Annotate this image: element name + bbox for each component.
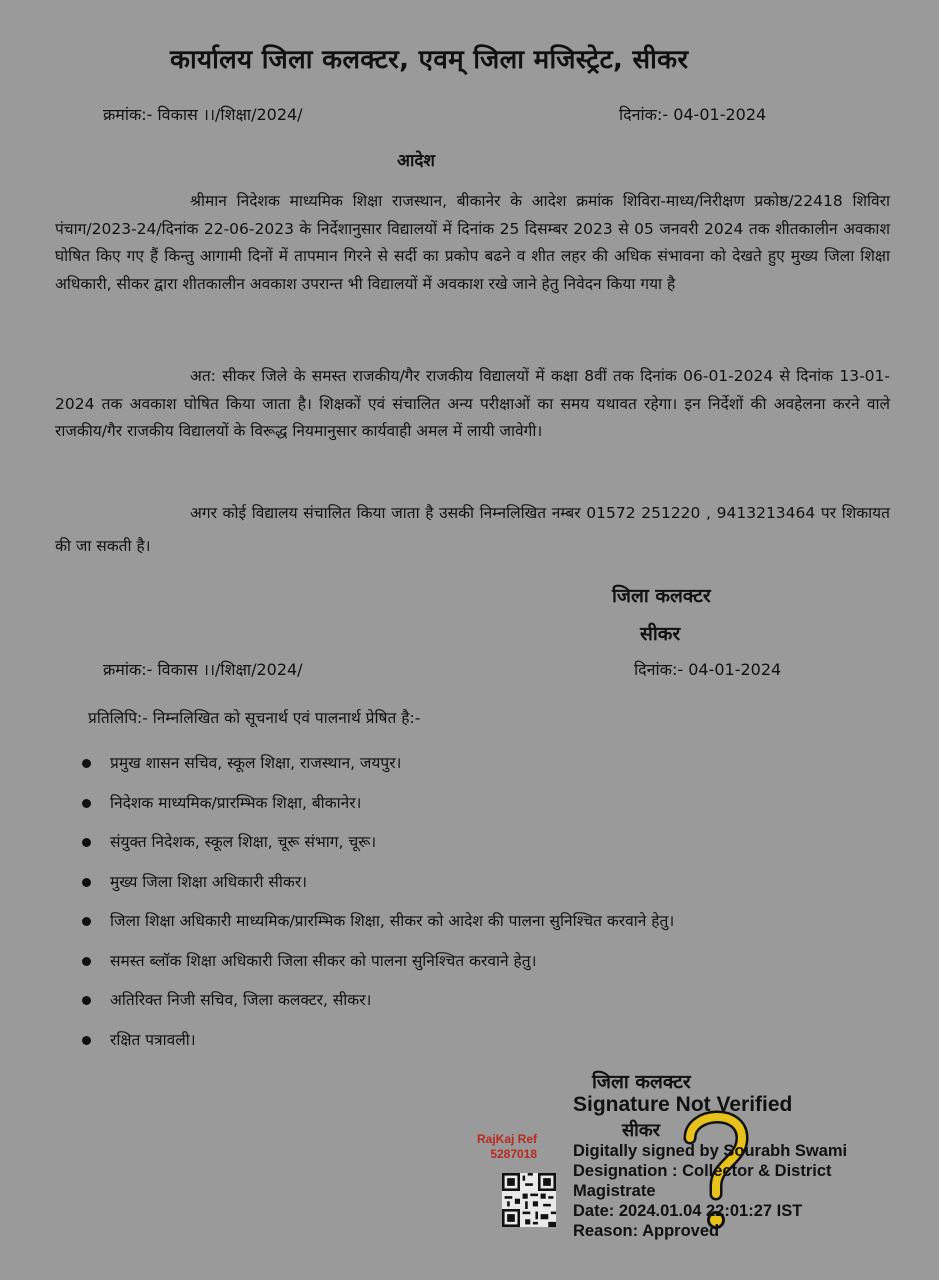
list-item: निदेशक माध्यमिक/प्रारम्भिक शिक्षा, बीकानेर।: [78, 792, 674, 832]
bullet-icon: [82, 1036, 91, 1045]
list-item: अतिरिक्त निजी सचिव, जिला कलक्टर, सीकर।: [78, 989, 674, 1029]
copy-reference-number: क्रमांक:- विकास ।।/शिक्षा/2024/: [103, 660, 303, 679]
designation-line-2: Magistrate: [573, 1182, 656, 1200]
rajkaj-label: RajKaj Ref: [477, 1132, 538, 1146]
order-heading: आदेश: [397, 151, 435, 171]
copy-date: दिनांक:- 04-01-2024: [634, 660, 782, 679]
digital-signature-place: सीकर: [622, 1120, 661, 1141]
order-paragraph-1: श्रीमान निदेशक माध्यमिक शिक्षा राजस्थान, बीकानेर के आदेश क्रमांक शिविरा-माध्य/निरीक्षण प्रकोष्ठ/22418 शिविरा पंचाग/2023-24/दिनांक 22-06-2023 के निर्देशानुसार विद्यालयों में दिनांक 25 दिसम्बर 2023 से 05 जनवरी 2024 तक शीतकालीन अवकाश घोषित किए गए हैं किन्तु आगामी दिनों में तापमान गिरने से सर्दी का प्रकोप बढने व शीत लहर की अधिक संभावना को देखते हुए मुख्य जिला शिक्षा अधिकारी, सीकर द्वारा शीतकालीन अवकाश उपरान्त भी विद्यालयों में अवकाश रखे जाने हेतु निवेदन किया गया है: [55, 192, 890, 293]
signatory-place: सीकर: [640, 623, 681, 645]
list-item: समस्त ब्लॉक शिक्षा अधिकारी जिला सीकर को पालना सुनिश्चित करवाने हेतु।: [78, 950, 674, 990]
digital-signature-details: [573, 1141, 847, 1241]
bullet-icon: [82, 878, 91, 887]
bullet-icon: [82, 917, 91, 926]
list-item: जिला शिक्षा अधिकारी माध्यमिक/प्रारम्भिक शिक्षा, सीकर को आदेश की पालना सुनिश्चित करवाने हेतु।: [78, 910, 674, 950]
signatory-designation: जिला कलक्टर: [612, 585, 711, 607]
recipient-list: [78, 752, 674, 1068]
order-paragraph-3: अगर कोई विद्यालय संचालित किया जाता है उसकी निम्नलिखित नम्बर 01572 251220 , 9413213464 पर शिकायत की जा सकती है।: [55, 504, 890, 555]
rajkaj-reference: [477, 1132, 537, 1162]
order-paragraph-2: अत: सीकर जिले के समस्त राजकीय/गैर राजकीय विद्यालयों में कक्षा 8वीं तक दिनांक 06-01-2024 से दिनांक 13-01-2024 तक अवकाश घोषित किया जाता है। शिक्षकों एवं संचालित अन्य परीक्षाओं का समय यथावत रहेगा। इन निर्देशों की अवहेलना करने वाले राजकीय/गैर राजकीय विद्यालयों के विरूद्ध नियमानुसार कार्यवाही अमल में लायी जावेगी।: [55, 367, 890, 440]
rajkaj-number: 5287018: [490, 1147, 538, 1161]
reference-number: क्रमांक:- विकास ।।/शिक्षा/2024/: [103, 105, 303, 124]
signature-status: Signature Not Verified: [573, 1093, 793, 1116]
signature-date: Date: 2024.01.04 22:01:27 IST: [573, 1202, 803, 1220]
signed-by-line: Digitally signed by Sourabh Swami: [573, 1142, 848, 1160]
bullet-icon: [82, 799, 91, 808]
list-item: प्रमुख शासन सचिव, स्कूल शिक्षा, राजस्थान, जयपुर।: [78, 752, 674, 792]
designation-line: Designation : Collector & District: [573, 1162, 832, 1180]
bullet-icon: [82, 957, 91, 966]
bullet-icon: [82, 759, 91, 768]
qr-code-icon: [502, 1173, 556, 1227]
bullet-icon: [82, 996, 91, 1005]
order-date: दिनांक:- 04-01-2024: [619, 105, 767, 124]
signature-reason: Reason: Approved: [573, 1222, 720, 1240]
office-title: कार्यालय जिला कलक्टर, एवम् जिला मजिस्ट्रेट, सीकर: [170, 45, 689, 75]
list-item: रक्षित पत्रावली।: [78, 1029, 674, 1069]
digital-signature-designation: जिला कलक्टर: [592, 1071, 691, 1093]
list-item: मुख्य जिला शिक्षा अधिकारी सीकर।: [78, 871, 674, 911]
list-item: संयुक्त निदेशक, स्कूल शिक्षा, चूरू संभाग, चूरू।: [78, 831, 674, 871]
copy-to-heading: प्रतिलिपि:- निम्नलिखित को सूचनार्थ एवं पालनार्थ प्रेषित है:-: [88, 709, 421, 727]
bullet-icon: [82, 838, 91, 847]
